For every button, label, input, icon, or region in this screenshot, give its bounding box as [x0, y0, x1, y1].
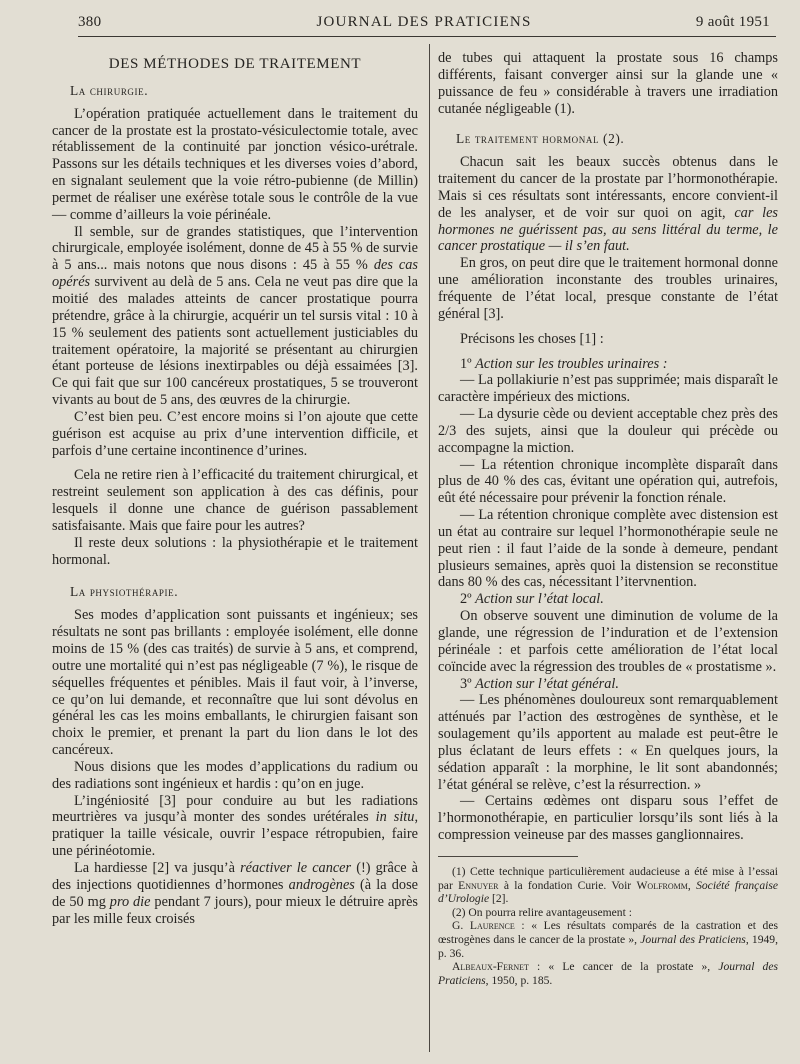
page-header [78, 14, 770, 36]
footnote: G. Laurence : « Les résultats comparés de la castration et des œstrogènes dans le cancer de la prostate », Journal des Praticiens, 1949, p. 36. [438, 919, 779, 960]
paragraph: En gros, on peut dire que le traitement hormonal donne une amélioration inconstante des troubles urinaires, fréquente de l’état local, presque constante de l’état général [3]. [438, 255, 778, 322]
heading-physiotherapie: La physiothérapie. [70, 584, 179, 600]
subheading-etat-general: 3º Action sur l’état général. [460, 675, 619, 692]
header-rule [78, 36, 776, 37]
footnote-rule [438, 856, 578, 857]
paragraph: La hardiesse [2] va jusqu’à réactiver le cancer (!) grâce à des injections quotidiennes d’hormones androgènes (à la dose de 50 mg pro die pendant 7 jours), pour mieux le détruire après par les mille feux croisés [52, 859, 418, 927]
paragraph: Précisons les choses [1] : [460, 330, 604, 347]
subheading-urinaires: 1º Action sur les troubles urinaires : [460, 355, 668, 372]
paragraph: Ses modes d’application sont puissants et ingénieux; ses résultats ne sont pas brillants : employée isolément, elle donne moins de 15 % (des cas traités) de survie à 5 ans, et comprend, outre une mortalité qui n’est pas négligeable (7 %), le risque de séquelles fréquentes et pénibles. Mais il faut voir, à l’inverse, ce qu’on lui demande, et reconnaître que lui sont dévolus en général les cas les moins emballants, le chirurgien faisant son choix le premier, et prenant la part du lion dans le lot des cancéreux. [52, 607, 418, 759]
paragraph: Il semble, sur de grandes statistiques, que l’intervention chirurgicale, employée isolément, donne de 45 à 55 % de survie à 5 ans... mais notons que nous disons : 45 à 55 % des cas opérés survivent au delà de 5 ans. Cela ne veut pas dire que la moitié des malades atteints de cancer prostatique pourra prétendre, grâce à la chirurgie, acquérir un tel sursis vital : 10 à 15 % seulement des patients sont actuellement justiciables du traitement opératoire, la majorité se présentant au chirurgien étant porteuse de lésions inextirpables ou déjà essaimées [3]. Ce qui fait que sur 100 cancéreux prostatiques, 5 se trouveront vivants au bout de 5 ans, des œuvres de la chirurgie. [52, 223, 418, 409]
paragraph: Cela ne retire rien à l’efficacité du traitement chirurgical, et restreint seulement son application à des cas définis, pour lesquels il donne une chance de guérison passablement satisfaisante. Mais que faire pour les autres? [52, 467, 418, 534]
paragraph: — La dysurie cède ou devient acceptable chez près des 2/3 des sujets, ainsi que la douleur qui précède ou accompagne la miction. [438, 406, 778, 456]
footnotes [438, 865, 778, 987]
paragraph: Il reste deux solutions : la physiothérapie et le traitement hormonal. [52, 534, 418, 568]
column-divider [429, 44, 430, 1052]
paragraph: — La pollakiurie n’est pas supprimée; mais disparaît le caractère impérieux des mictions. [438, 372, 778, 406]
left-column [52, 50, 418, 927]
right-column [438, 50, 778, 987]
paragraph: — Les phénomènes douloureux sont remarquablement atténués par l’action des œstrogènes de synthèse, et le soulagement qu’ils apportent au malade est peut-être le plus éclatant de leurs effets : « En quelques jours, la sédation apparaît : la morphine, le lit sont abandonnés; l’état général se relève, c’est la résurrection. » [438, 692, 778, 793]
footnote: Albeaux-Fernet : « Le cancer de la prostate », Journal des Praticiens, 1950, p. 185. [438, 960, 779, 987]
issue-date: 9 août 1951 [695, 14, 770, 30]
paragraph: de tubes qui attaquent la prostate sous 16 champs différents, faisant converger ainsi sur la glande une « puissance de feu » considérable à travers une irradiation cutanée négligeable (1). [438, 50, 778, 117]
paragraph: — La rétention chronique complète avec distension est un état au contraire sur lequel l’hormonothérapie seule ne peut rien : il faut l’aide de la sonde à demeure, pendant plusieurs semaines, après quoi la distension se reconstitue dans 80 % des cas, nécessitant l’itervnention. [438, 507, 778, 591]
journal-title: JOURNAL DES PRATICIENS [316, 14, 532, 30]
paragraph: L’ingéniosité [3] pour conduire au but les radiations meurtrières va jusqu’à monter des sondes urétérales in situ, pratiquer la taille vésicale, ouvrir l’espace rétropubien, faire une périnéotomie. [52, 792, 419, 860]
paragraph: — Certains œdèmes ont disparu sous l’effet de l’hormonothérapie, en particulier lorsqu’ils sont liés à la compression veineuse par des masses ganglionnaires. [438, 793, 778, 844]
footnote: (1) Cette technique particulièrement audacieuse a été mise à l’essai par Ennuyer à la fondation Curie. Voir Wolfromm, Société française d’Urologie [2]. [438, 864, 778, 906]
footnote: (2) On pourra relire avantageusement : [452, 905, 632, 919]
heading-traitement-hormonal: Le traitement hormonal (2). [456, 131, 625, 147]
paragraph: — La rétention chronique incomplète disparaît dans plus de 40 % des cas, évitant une opération qui, autrefois, eût été nécessaire pour prévenir la fonction rénale. [438, 456, 778, 507]
paragraph: Chacun sait les beaux succès obtenus dans le traitement du cancer de la prostate par l’hormonothérapie. Mais si ces résultats sont intéressants, encore convient-il de les analyser, et de voir sur quoi on agit, car les hormones ne guérissent pas, au sens littéral du terme, le cancer prostatique — il s’en faut. [438, 154, 778, 255]
paragraph: L’opération pratiquée actuellement dans le traitement du cancer de la prostate est la prostato-vésiculectomie totale, avec rétablissement de la continuité par jonction vésico-urétrale. Passons sur les détails techniques et les diverses voies d’abord, en signalant seulement que la voie rétro-pubienne (de Millin) permet de réaliser une exérèse totale sous le contrôle de la vue — comme d’ailleurs la voie périnéale. [52, 105, 418, 223]
page-number: 380 [78, 14, 102, 30]
section-title: DES MÉTHODES DE TRAITEMENT [108, 56, 362, 72]
paragraph: C’est bien peu. C’est encore moins si l’on ajoute que cette guérison est acquise au prix d’une intervention difficile, et parfois d’une certaine incontinence d’urines. [52, 408, 418, 459]
heading-chirurgie: La chirurgie. [70, 82, 149, 98]
paragraph: Nous disions que les modes d’applications du radium ou des radiations sont ingénieux et hardis : qu’on en juge. [52, 758, 418, 792]
paragraph: On observe souvent une diminution de volume de la glande, une régression de l’induration et de l’extension périnéale : et parfois cette amélioration de l’état local coïncide avec la régression des troubles de « prostatisme ». [438, 608, 778, 675]
subheading-etat-local: 2º Action sur l’état local. [460, 591, 604, 608]
